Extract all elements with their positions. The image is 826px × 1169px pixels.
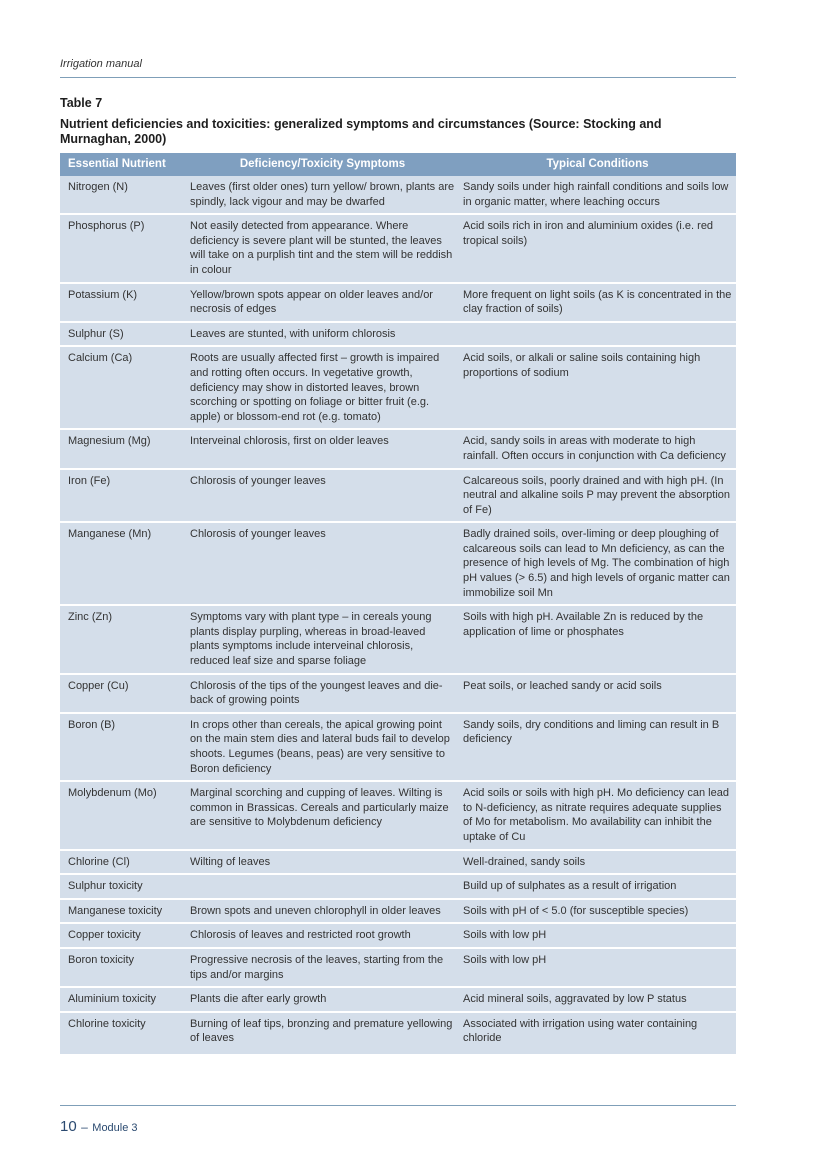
symptoms-cell: Wilting of leaves <box>186 850 459 875</box>
table-row <box>60 781 736 849</box>
table-row <box>60 850 736 875</box>
conditions-cell: Badly drained soils, over-liming or deep ploughing of calcareous soils can lead to Mn deficiency, as can the presence of high levels of Mg. The combination of high pH values (> 6.5) and high levels of organic matter can immobilize soil Mn <box>459 522 736 605</box>
column-header-nutrient: Essential Nutrient <box>60 153 186 176</box>
symptoms-cell: Leaves (first older ones) turn yellow/ brown, plants are spindly, lack vigour and may be dwarfed <box>186 176 459 214</box>
table-row <box>60 1012 736 1054</box>
conditions-cell: Soils with high pH. Available Zn is reduced by the application of lime or phosphates <box>459 605 736 673</box>
table-row <box>60 674 736 713</box>
nutrient-cell: Copper (Cu) <box>60 674 186 713</box>
nutrient-cell: Chlorine toxicity <box>60 1012 186 1054</box>
nutrient-cell: Boron toxicity <box>60 948 186 987</box>
nutrient-cell: Nitrogen (N) <box>60 176 186 214</box>
nutrient-cell: Chlorine (Cl) <box>60 850 186 875</box>
conditions-cell: Calcareous soils, poorly drained and with high pH. (In neutral and alkaline soils P may prevent the absorption of Fe) <box>459 469 736 523</box>
conditions-cell: Acid, sandy soils in areas with moderate to high rainfall. Often occurs in conjunction with Ca deficiency <box>459 429 736 468</box>
symptoms-cell: Chlorosis of leaves and restricted root growth <box>186 923 459 948</box>
nutrient-cell: Manganese (Mn) <box>60 522 186 605</box>
table-row <box>60 283 736 322</box>
table-row <box>60 874 736 899</box>
symptoms-cell: Burning of leaf tips, bronzing and premature yellowing of leaves <box>186 1012 459 1054</box>
column-header-symptoms: Deficiency/Toxicity Symptoms <box>186 153 459 176</box>
nutrient-cell: Sulphur toxicity <box>60 874 186 899</box>
table-row <box>60 899 736 924</box>
table-row <box>60 923 736 948</box>
nutrient-cell: Molybdenum (Mo) <box>60 781 186 849</box>
column-header-conditions: Typical Conditions <box>459 153 736 176</box>
conditions-cell: Well-drained, sandy soils <box>459 850 736 875</box>
table-row <box>60 346 736 429</box>
table-row <box>60 605 736 673</box>
table-label: Table 7 <box>60 96 103 110</box>
running-title: Irrigation manual <box>60 58 142 70</box>
symptoms-cell: Chlorosis of younger leaves <box>186 522 459 605</box>
nutrient-table <box>60 153 736 1054</box>
nutrient-cell: Calcium (Ca) <box>60 346 186 429</box>
symptoms-cell: Progressive necrosis of the leaves, starting from the tips and/or margins <box>186 948 459 987</box>
symptoms-cell: Marginal scorching and cupping of leaves. Wilting is common in Brassicas. Cereals and particularly maize are sensitive to Molybdenum deficiency <box>186 781 459 849</box>
page-number: 10 <box>60 1118 77 1135</box>
nutrient-cell: Magnesium (Mg) <box>60 429 186 468</box>
conditions-cell: Peat soils, or leached sandy or acid soils <box>459 674 736 713</box>
conditions-cell: Acid soils or soils with high pH. Mo deficiency can lead to N-deficiency, as nitrate requires adequate supplies of Mo for metabolism. Mo availability can inhibit the uptake of Cu <box>459 781 736 849</box>
conditions-cell: Soils with low pH <box>459 923 736 948</box>
footer-separator: – <box>81 1120 88 1134</box>
table-row <box>60 214 736 282</box>
symptoms-cell: Brown spots and uneven chlorophyll in older leaves <box>186 899 459 924</box>
conditions-cell: Associated with irrigation using water containing chloride <box>459 1012 736 1054</box>
symptoms-cell <box>186 874 459 899</box>
table-row <box>60 429 736 468</box>
header-rule <box>60 77 736 78</box>
nutrient-cell: Iron (Fe) <box>60 469 186 523</box>
symptoms-cell: Not easily detected from appearance. Where deficiency is severe plant will be stunted, the leaves will take on a purplish tint and the stem will be reddish in colour <box>186 214 459 282</box>
symptoms-cell: Symptoms vary with plant type – in cereals young plants display purpling, whereas in broad-leaved plants symptoms include interveinal chlorosis, reduced leaf size and sparse foliage <box>186 605 459 673</box>
symptoms-cell: Roots are usually affected first – growth is impaired and rotting often occurs. In vegetative growth, deficiency may show in distorted leaves, brown scorching or spotting on foliage or bitter fruit (e.g. apple) or blossom-end rot (e.g. tomato) <box>186 346 459 429</box>
nutrient-cell: Boron (B) <box>60 713 186 781</box>
nutrient-cell: Manganese toxicity <box>60 899 186 924</box>
table-row <box>60 713 736 781</box>
table-row <box>60 322 736 347</box>
nutrient-cell: Phosphorus (P) <box>60 214 186 282</box>
conditions-cell: Sandy soils, dry conditions and liming can result in B deficiency <box>459 713 736 781</box>
conditions-cell: Build up of sulphates as a result of irrigation <box>459 874 736 899</box>
conditions-cell: Acid soils rich in iron and aluminium oxides (i.e. red tropical soils) <box>459 214 736 282</box>
conditions-cell: More frequent on light soils (as K is concentrated in the clay fraction of soils) <box>459 283 736 322</box>
table-row <box>60 948 736 987</box>
symptoms-cell: Leaves are stunted, with uniform chlorosis <box>186 322 459 347</box>
nutrient-cell: Aluminium toxicity <box>60 987 186 1012</box>
conditions-cell: Soils with low pH <box>459 948 736 987</box>
conditions-cell: Acid mineral soils, aggravated by low P status <box>459 987 736 1012</box>
module-label: Module 3 <box>92 1122 138 1134</box>
symptoms-cell: In crops other than cereals, the apical growing point on the main stem dies and lateral buds fail to develop shoots. Legumes (beans, peas) are very sensitive to Boron deficiency <box>186 713 459 781</box>
table-caption: Nutrient deficiencies and toxicities: generalized symptoms and circumstances (Source: Stocking and Murnaghan, 2000) <box>60 117 662 146</box>
conditions-cell: Sandy soils under high rainfall conditions and soils low in organic matter, where leaching occurs <box>459 176 736 214</box>
conditions-cell: Acid soils, or alkali or saline soils containing high proportions of sodium <box>459 346 736 429</box>
nutrient-cell: Zinc (Zn) <box>60 605 186 673</box>
nutrient-cell: Sulphur (S) <box>60 322 186 347</box>
conditions-cell <box>459 322 736 347</box>
table-row <box>60 987 736 1012</box>
page-footer <box>60 1118 138 1136</box>
nutrient-cell: Potassium (K) <box>60 283 186 322</box>
table-row <box>60 522 736 605</box>
symptoms-cell: Chlorosis of younger leaves <box>186 469 459 523</box>
footer-rule <box>60 1105 736 1106</box>
symptoms-cell: Interveinal chlorosis, first on older leaves <box>186 429 459 468</box>
nutrient-cell: Copper toxicity <box>60 923 186 948</box>
symptoms-cell: Chlorosis of the tips of the youngest leaves and die-back of growing points <box>186 674 459 713</box>
table-header-row <box>60 153 736 176</box>
symptoms-cell: Plants die after early growth <box>186 987 459 1012</box>
table-row <box>60 176 736 214</box>
symptoms-cell: Yellow/brown spots appear on older leaves and/or necrosis of edges <box>186 283 459 322</box>
table-row <box>60 469 736 523</box>
conditions-cell: Soils with pH of < 5.0 (for susceptible species) <box>459 899 736 924</box>
table-body <box>60 176 736 1054</box>
